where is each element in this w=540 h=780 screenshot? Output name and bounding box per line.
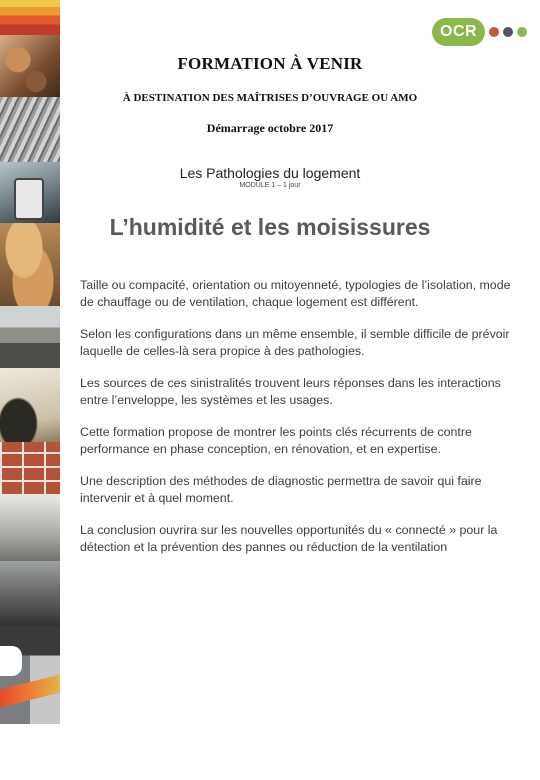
heading-audience: À DESTINATION DES MAÎTRISES D’OUVRAGE OU AMO [122, 92, 418, 104]
paragraph: Cette formation propose de montrer les points clés récurrents de contre performance en phase conception, en rénovation, et en expertise. [80, 425, 472, 456]
heading-formation: FORMATION À VENIR [177, 54, 363, 73]
heading-start-date: Démarrage octobre 2017 [206, 121, 334, 135]
office-workspace-image [0, 561, 60, 626]
course-title: L’humidité et les moisissures [109, 214, 431, 240]
ocr-logo [432, 16, 527, 48]
paragraph: Les sources de ces sinistralités trouvent leurs réponses dans les interactions entre l’enveloppe, les systèmes et les usages. [80, 376, 501, 407]
logo-dot-green [517, 27, 527, 37]
paragraph: Taille ou compacité, orientation ou mitoyenneté, typologies de l’isolation, mode de chauffage ou de ventilation, chaque logement est différent. [80, 278, 511, 309]
course-module: MODULE 1 – 1 jour [239, 182, 301, 189]
cracked-wall-image [0, 97, 60, 162]
interior-room-image [0, 496, 60, 561]
paragraph: Une description des méthodes de diagnostic permettra de savoir qui faire intervenir et à quel moment. [80, 474, 482, 505]
window-sill-image [0, 306, 60, 367]
mold-corner-image [0, 368, 60, 442]
brick-wall-image [0, 442, 60, 496]
blank-tile [0, 724, 60, 780]
description-body [80, 277, 520, 571]
worker-protective-suit-image [0, 626, 60, 724]
photo-strip [0, 0, 60, 780]
logo-dot-gray [503, 27, 513, 37]
course-subtitle: Les Pathologies du logement [179, 165, 361, 181]
logo-dot-red [489, 27, 499, 37]
rusty-pipes-image [0, 35, 60, 96]
logo-text: OCR [432, 18, 485, 46]
fungus-image [0, 223, 60, 307]
paragraph: La conclusion ouvrira sur les nouvelles opportunités du « connecté » pour la détection et la prévention des pannes ou réduction de la ventilation [80, 523, 498, 554]
paragraph: Selon les configurations dans un même ensemble, il semble difficile de prévoir laquelle de celles-là sera propice à des pathologies. [80, 327, 510, 358]
moisture-meter-image [0, 162, 60, 223]
color-bars-image [0, 0, 60, 35]
